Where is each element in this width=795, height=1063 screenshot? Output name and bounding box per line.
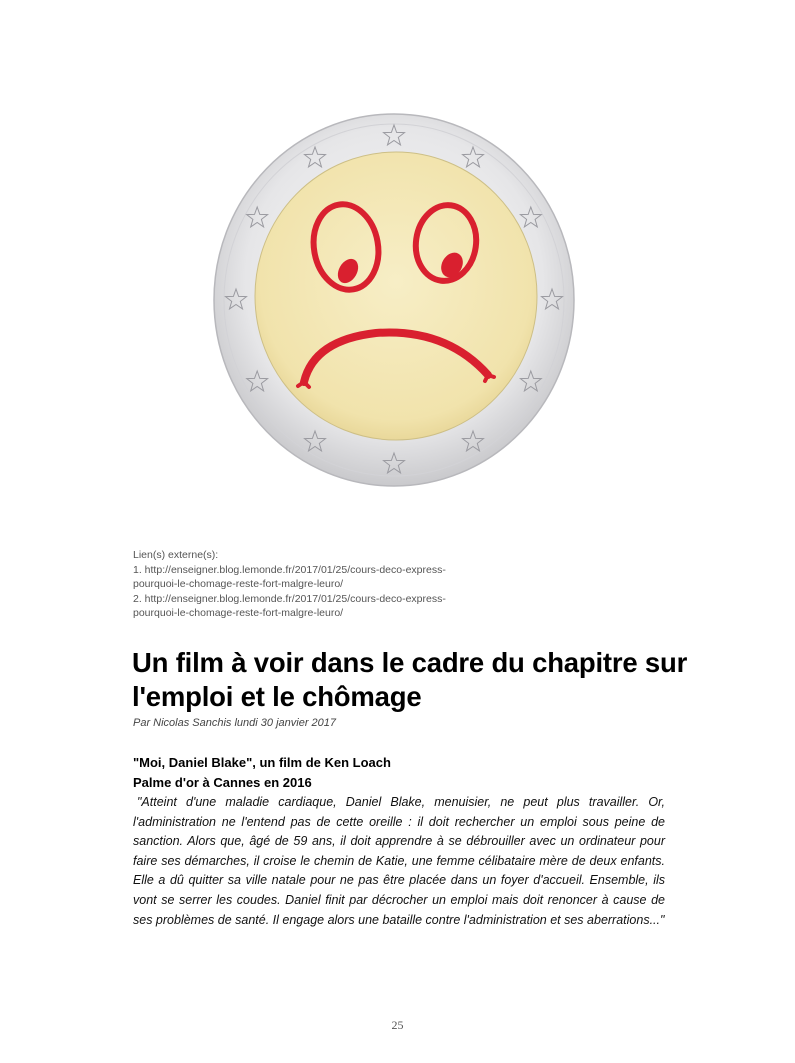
sad-face-coin-icon xyxy=(206,110,586,490)
external-links xyxy=(133,548,553,621)
external-links-heading: Lien(s) externe(s): xyxy=(133,549,219,561)
post-byline: Par Nicolas Sanchis lundi 30 janvier 2017 xyxy=(133,717,337,729)
film-award-line: Palme d'or à Cannes en 2016 xyxy=(133,775,312,790)
external-link-line[interactable]: 1. http://enseigner.blog.lemonde.fr/2017/01/25/cours-deco-express- xyxy=(133,563,446,576)
external-link-line[interactable]: pourquoi-le-chomage-reste-fort-malgre-leuro/ xyxy=(133,607,344,619)
film-heading xyxy=(133,753,391,793)
post-title: Un film à voir dans le cadre du chapitre sur l'emploi et le chômage xyxy=(132,647,688,712)
page-number: 25 xyxy=(391,1018,404,1032)
film-synopsis: "Atteint d'une maladie cardiaque, Daniel Blake, menuisier, ne peut plus travailler. Or, l'administration ne l'entend pas de cette oreille : il doit rechercher un emploi sous peine de sanction. Alors que, âgé de 59 ans, il doit apprendre à se débrouiller avec un ordinateur pour faire ses démarches, il croise le chemin de Katie, une femme célibataire mère de deux enfants. Elle a dû quitter sa ville natale pour ne pas être placée dans un foyer d'accueil. Ensemble, ils vont se serrer les coudes. Daniel finit par décrocher un emploi mais doit renoncer à cause de ses problèmes de santé. Il engage alors une bataille contre l'administration et ses aberrations..." xyxy=(133,795,665,927)
external-link-line[interactable]: pourquoi-le-chomage-reste-fort-malgre-leuro/ xyxy=(133,578,344,590)
film-title-line: "Moi, Daniel Blake", un film de Ken Loach xyxy=(133,755,391,770)
external-link-line[interactable]: 2. http://enseigner.blog.lemonde.fr/2017/01/25/cours-deco-express- xyxy=(133,592,446,605)
sad-coin-image xyxy=(206,110,586,490)
